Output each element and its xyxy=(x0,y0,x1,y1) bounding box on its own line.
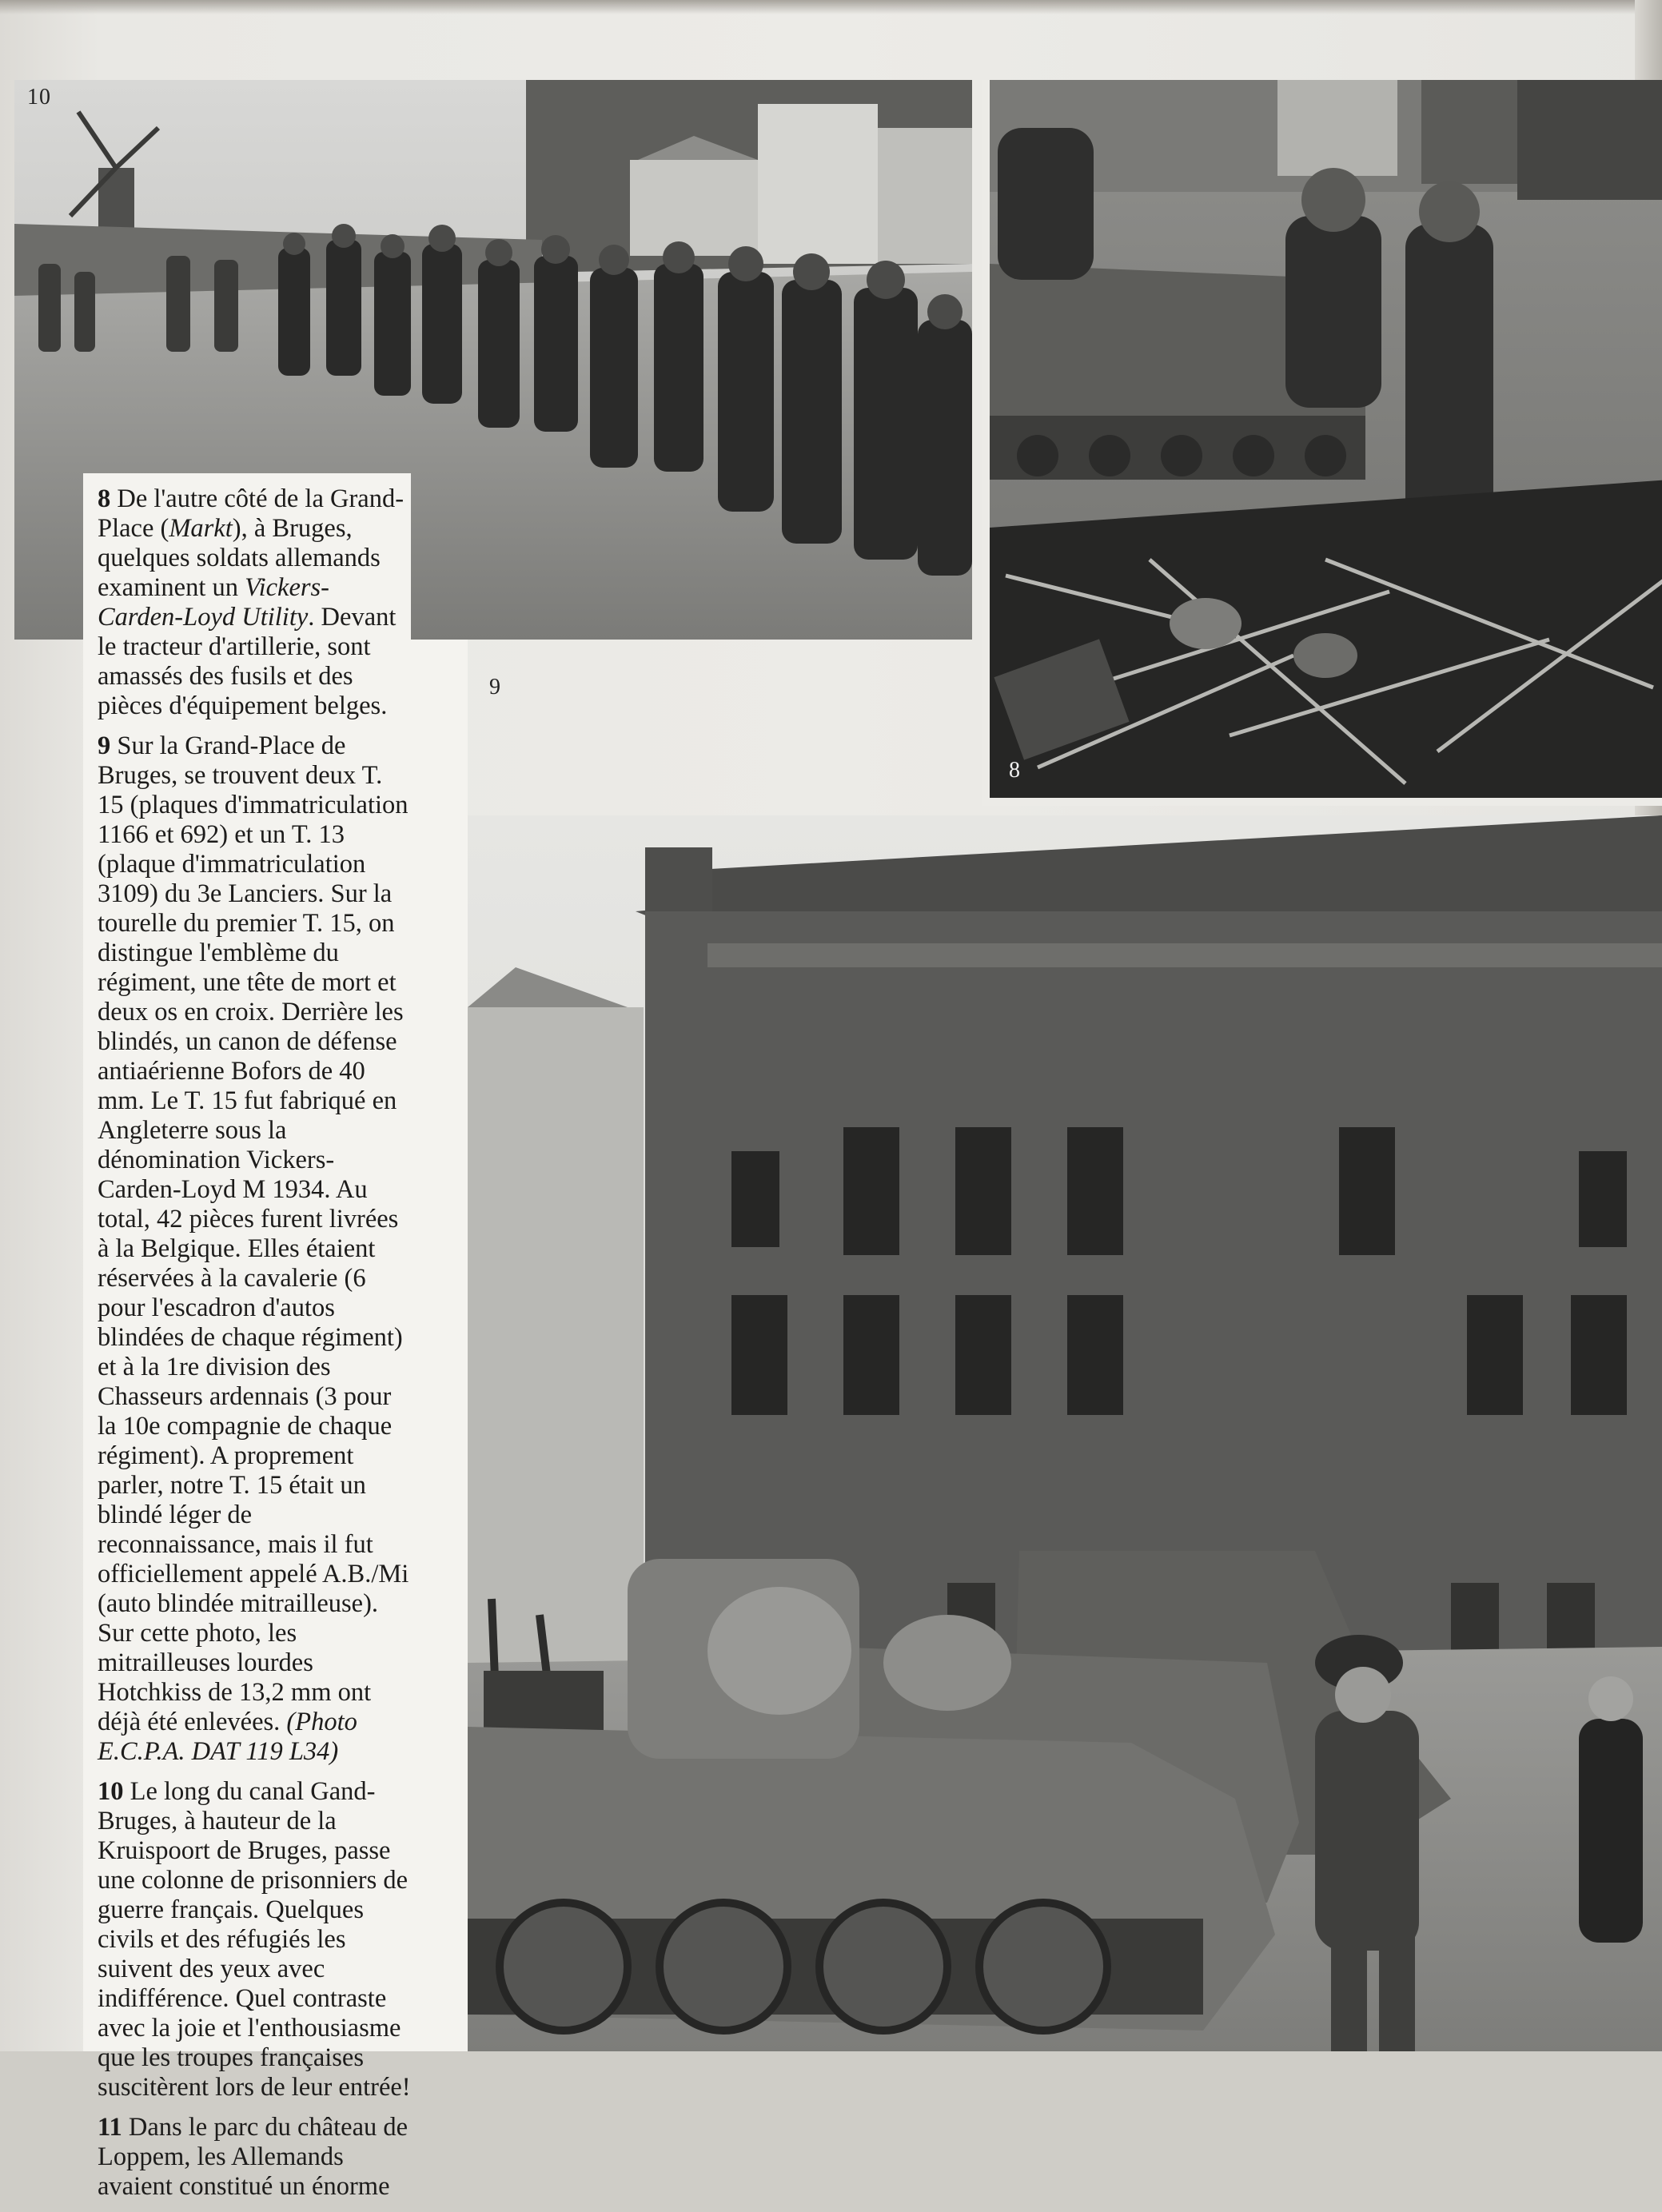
caption-10-text: Le long du canal Gand-Bruges, à hauteur de la Kruispoort de Bruges, passe une colonne de prisonniers de guerre français. Quelques civils et des réfugiés les suivent des yeux avec indifférence. Quel contraste avec la joie et l'enthousiasme que les troupes françaises suscitèrent lors de leur entrée! xyxy=(98,1777,411,2102)
caption-8-text-part2: ), à Bruges, quelques soldats allemands examinent un xyxy=(98,514,381,602)
caption-9 xyxy=(98,731,411,1767)
caption-9-text: Sur la Grand-Place de Bruges, se trouvent deux T. 15 (plaques d'immatriculation 1166 et 692) et un T. 13 (plaque d'immatriculation 3109) du 3e Lanciers. Sur la tourelle du premier T. 15, on distingue l'emblème du régiment, une tête de mort et deux os en croix. Derrière les blindés, un canon de défense antiaérienne Bofors de 40 mm. Le T. 15 fut fabriqué en Angleterre sous la dénomination Vickers-Carden-Loyd M 1934. Au total, 42 pièces furent livrées à la Belgique. Elles étaient réservées à la cavalerie (6 pour l'escadron d'autos blindées de chaque régiment) et à la 1re division des Chasseurs ardennais (3 pour la 10e compagnie de chaque régiment). A proprement parler, notre T. 15 était un blindé léger de reconnaissance, mais il fut officiellement appelé A.B./Mi (auto blindée mitrailleuse). Sur cette photo, les mitrailleuses lourdes Hotchkiss de 13,2 mm ont déjà été enlevées. xyxy=(98,731,409,1736)
caption-10 xyxy=(98,1777,411,2102)
figure-number-10: 10 xyxy=(27,85,51,110)
caption-10-number: 10 xyxy=(98,1777,124,1806)
caption-8-italic-markt: Markt xyxy=(169,514,233,543)
caption-11-number: 11 xyxy=(98,2113,122,2142)
caption-9-number: 9 xyxy=(98,731,111,760)
caption-9-photo-credit: (Photo E.C.P.A. DAT 119 L34) xyxy=(98,1708,357,1766)
caption-8-text-part1: De l'autre côté de la Grand-Place ( xyxy=(98,484,405,543)
caption-8-italic-vehicle: Vickers-Carden-Loyd Utility xyxy=(98,573,329,632)
caption-8-number: 8 xyxy=(98,484,111,513)
figure-number-8: 8 xyxy=(1009,758,1021,783)
photo-8-vickers-tractor xyxy=(982,80,1662,806)
caption-8-text-part3: . Devant le tracteur d'artillerie, sont amassés des fusils et des pièces d'équipement belges. xyxy=(98,603,397,720)
caption-11 xyxy=(98,2113,411,2202)
caption-11-text: Dans le parc du château de Loppem, les Allemands avaient constitué un énorme xyxy=(98,2113,409,2201)
photo-9-image xyxy=(468,815,1662,2051)
page-top-shadow xyxy=(0,0,1662,14)
caption-8 xyxy=(98,484,411,721)
captions-text xyxy=(98,484,411,2212)
figure-number-9: 9 xyxy=(489,675,501,699)
photo-8-image xyxy=(990,80,1662,798)
photo-9-tanks-grand-place xyxy=(468,815,1662,2051)
